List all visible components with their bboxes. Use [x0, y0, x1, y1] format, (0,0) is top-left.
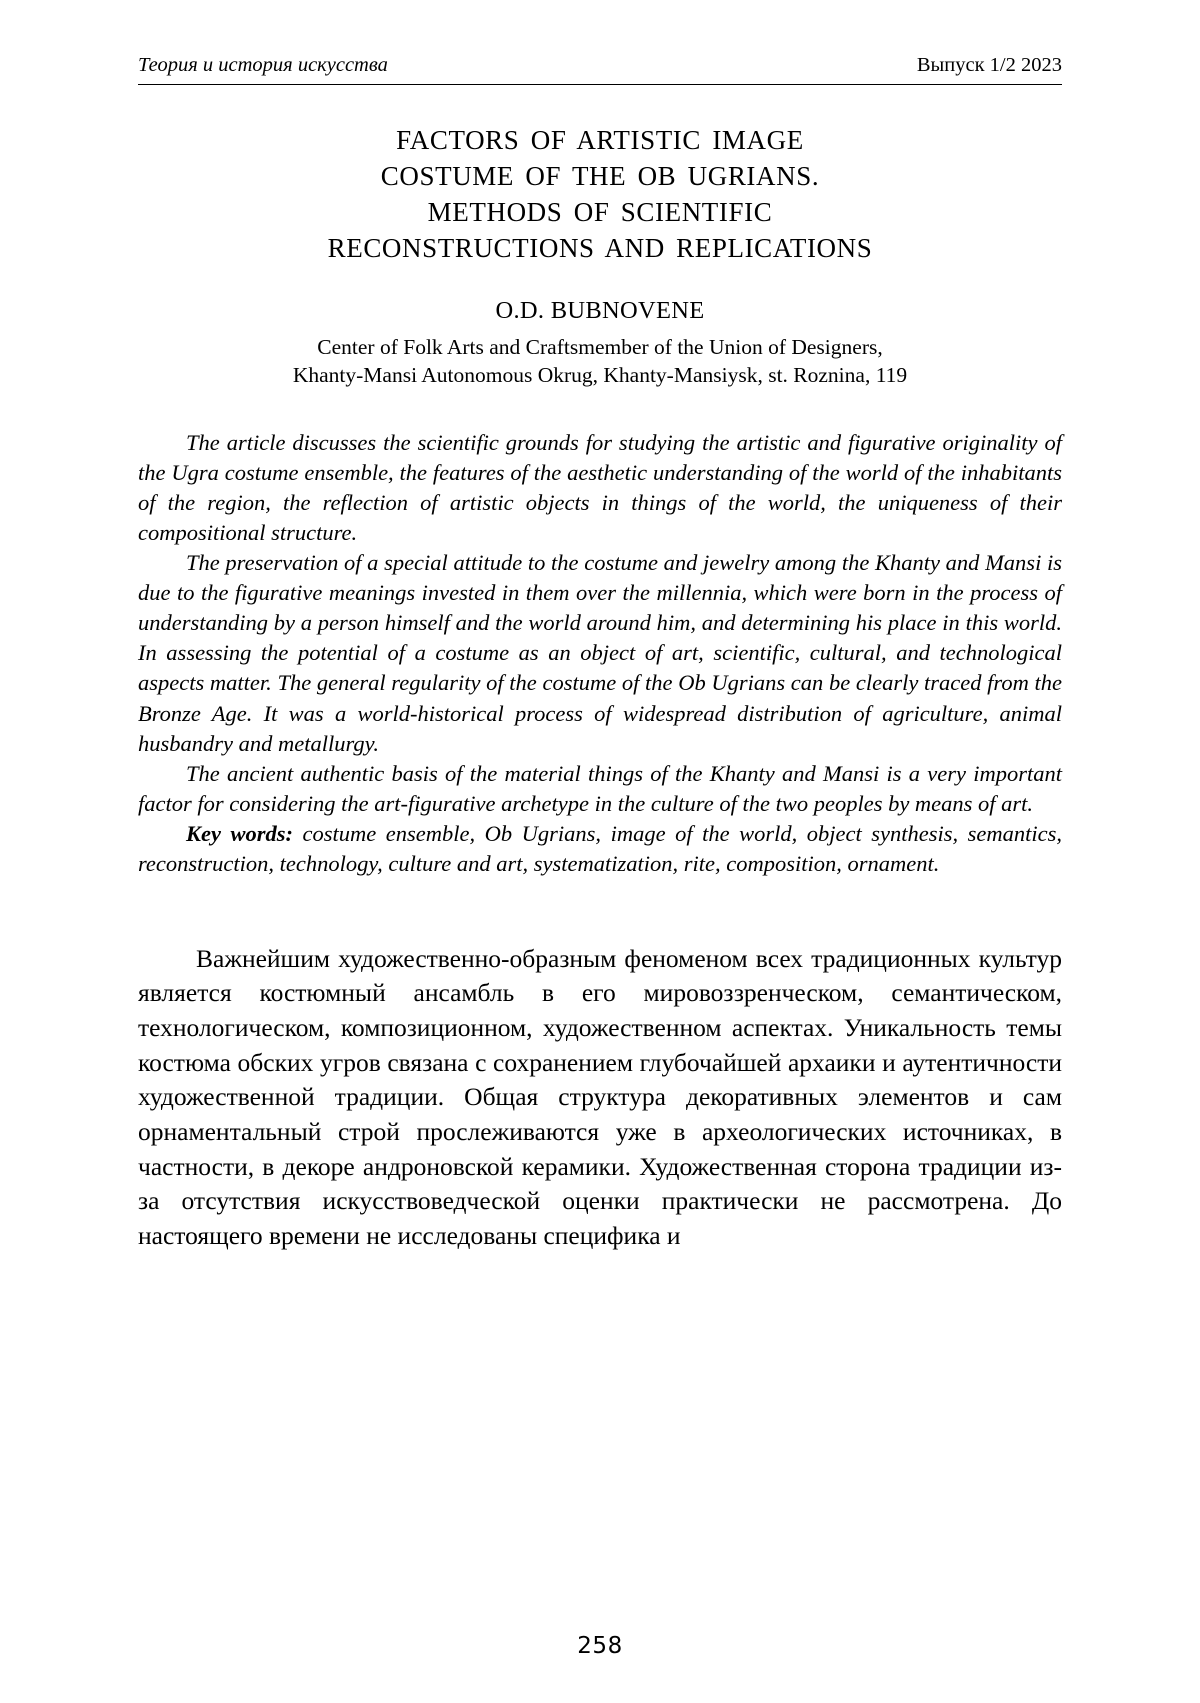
article-title-line-4: RECONSTRUCTIONS AND REPLICATIONS	[327, 232, 873, 263]
body-text	[138, 942, 1062, 1254]
abstract-paragraph-3: The ancient authentic basis of the material things of the Khanty and Mansi is a very important factor for considering the art-figurative archetype in the culture of the two peoples by means of art.	[138, 760, 1062, 816]
running-head-issue: Выпуск 1/2 2023	[916, 54, 1062, 76]
abstract	[138, 428, 1062, 878]
keywords-paragraph	[138, 819, 1062, 879]
body-paragraph-1: Важнейшим художественно-образным феноменом всех традиционных культур является костюмный ансамбль в его мировоззренческом, семантическом, технологическом, композиционном, художественном аспектах. Уникальность темы костюма обских угров связана с сохранением глубочайшей архаики и аутентичности художественной традиции. Общая структура декоративных элементов и сам орнаментальный строй прослеживаются уже в археологических источниках, в частности, в декоре андроновской керамики. Художественная сторона традиции из-за отсутствия искусствоведческой оценки практически не рассмотрена. До настоящего времени не исследованы специфика и	[138, 943, 1062, 1251]
author-affiliation	[138, 333, 1062, 391]
page-number: 258	[577, 1633, 623, 1659]
article-title-line-3: METHODS OF SCIENTIFIC	[427, 196, 773, 227]
affiliation-line-2: Khanty-Mansi Autonomous Okrug, Khanty-Mansiysk, st. Roznina, 119	[292, 363, 908, 388]
keywords-list: costume ensemble, Ob Ugrians, image of the world, object synthesis, semantics, reconstruction, technology, culture and art, systematization, rite, composition, ornament.	[138, 820, 1062, 876]
running-head-journal-section: Теория и история искусства	[138, 54, 388, 76]
abstract-paragraph-2: The preservation of a special attitude to the costume and jewelry among the Khanty and Mansi is due to the figurative meanings invested in them over the millennia, which were born in the process of understanding by a person himself and the world around him, and determining his place in this world. In assessing the potential of a costume as an object of art, scientific, cultural, and technological aspects matter. The general regularity of the costume of the Ob Ugrians can be clearly traced from the Bronze Age. It was a world-historical process of widespread distribution of agriculture, animal husbandry and metallurgy.	[138, 550, 1062, 756]
author-name: O.D. BUBNOVENE	[495, 296, 705, 324]
article-title-line-2: COSTUME OF THE OB UGRIANS.	[380, 160, 820, 191]
running-head	[138, 54, 1062, 85]
keywords-label: Key words:	[186, 820, 294, 846]
abstract-paragraph-1: The article discusses the scientific grounds for studying the artistic and figurative originality of the Ugra costume ensemble, the features of the aesthetic understanding of the world of the inhabitants of the region, the reflection of artistic objects in things of the world, the uniqueness of their compositional structure.	[138, 430, 1062, 546]
affiliation-line-1: Center of Folk Arts and Craftsmember of the Union of Designers,	[317, 334, 883, 359]
article-title-line-1: FACTORS OF ARTISTIC IMAGE	[396, 125, 804, 155]
article-title	[138, 123, 1062, 267]
